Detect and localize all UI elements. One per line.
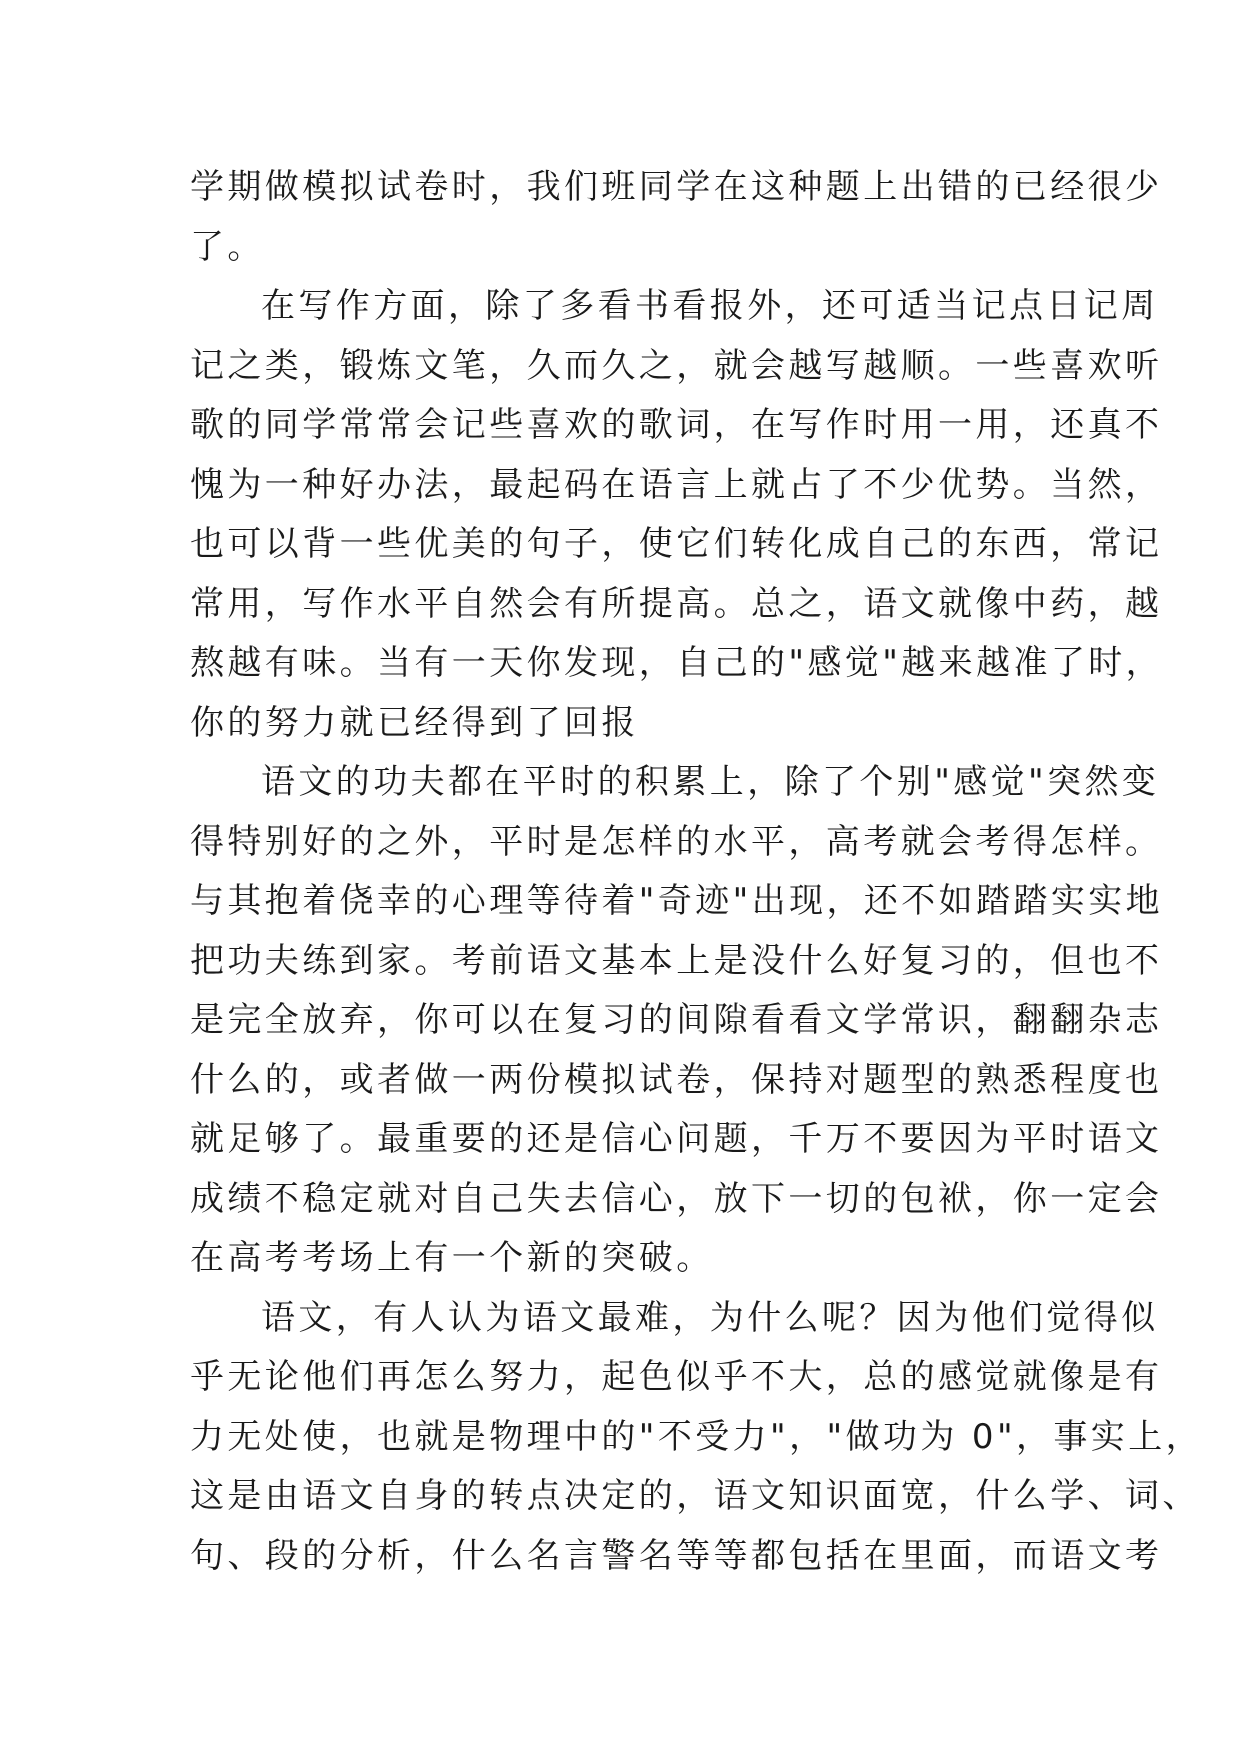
text-line: 你的努力就已经得到了回报 — [190, 702, 639, 743]
body-text — [190, 158, 1203, 1586]
paragraph-start-line: 语文的功夫都在平时的积累上，除了个别"感觉"突然变 — [261, 762, 1160, 802]
text-line: 什么的，或者做一两份模拟试卷，保持对题型的熟悉程度也 — [190, 1059, 1163, 1100]
text-line: 了。 — [190, 226, 265, 267]
text-line: 记之类，锻炼文笔，久而久之，就会越写越顺。一些喜欢听 — [190, 345, 1163, 386]
text-line: 把功夫练到家。考前语文基本上是没什么好复习的，但也不 — [190, 940, 1163, 981]
text-line: 也可以背一些优美的句子，使它们转化成自己的东西，常记 — [190, 524, 1163, 564]
text-line: 力无处使，也就是物理中的"不受力"，"做功为 0"，事实上， — [190, 1416, 1203, 1457]
text-line: 与其抱着侥幸的心理等待着"奇迹"出现，还不如踏踏实实地 — [190, 881, 1164, 921]
paragraph-start-line: 语文，有人认为语文最难，为什么呢？因为他们觉得似 — [261, 1297, 1159, 1338]
text-line: 乎无论他们再怎么努力，起色似乎不大，总的感觉就像是有 — [190, 1357, 1163, 1397]
text-line: 熬越有味。当有一天你发现，自己的"感觉"越来越准了时， — [190, 643, 1164, 683]
text-line: 学期做模拟试卷时，我们班同学在这种题上出错的已经很少 — [190, 167, 1163, 207]
text-line: 这是由语文自身的转点决定的，语文知识面宽，什么学、词、 — [190, 1476, 1200, 1516]
text-line: 在高考考场上有一个新的突破。 — [190, 1238, 714, 1278]
text-line: 歌的同学常常会记些喜欢的歌词，在写作时用一用，还真不 — [190, 405, 1163, 445]
text-line: 愧为一种好办法，最起码在语言上就占了不少优势。当然， — [190, 464, 1163, 505]
text-line: 成绩不稳定就对自己失去信心，放下一切的包袱，你一定会 — [190, 1178, 1163, 1219]
text-line: 是完全放弃，你可以在复习的间隙看看文学常识，翻翻杂志 — [190, 1000, 1163, 1040]
paragraph-start-line: 在写作方面，除了多看书看报外，还可适当记点日记周 — [261, 286, 1159, 326]
text-line: 得特别好的之外，平时是怎样的水平，高考就会考得怎样。 — [190, 821, 1163, 862]
text-line: 就足够了。最重要的还是信心问题，千万不要因为平时语文 — [190, 1119, 1163, 1159]
text-line: 常用，写作水平自然会有所提高。总之，语文就像中药，越 — [190, 583, 1163, 624]
text-line: 句、段的分析，什么名言警名等等都包括在里面，而语文考 — [190, 1535, 1163, 1576]
